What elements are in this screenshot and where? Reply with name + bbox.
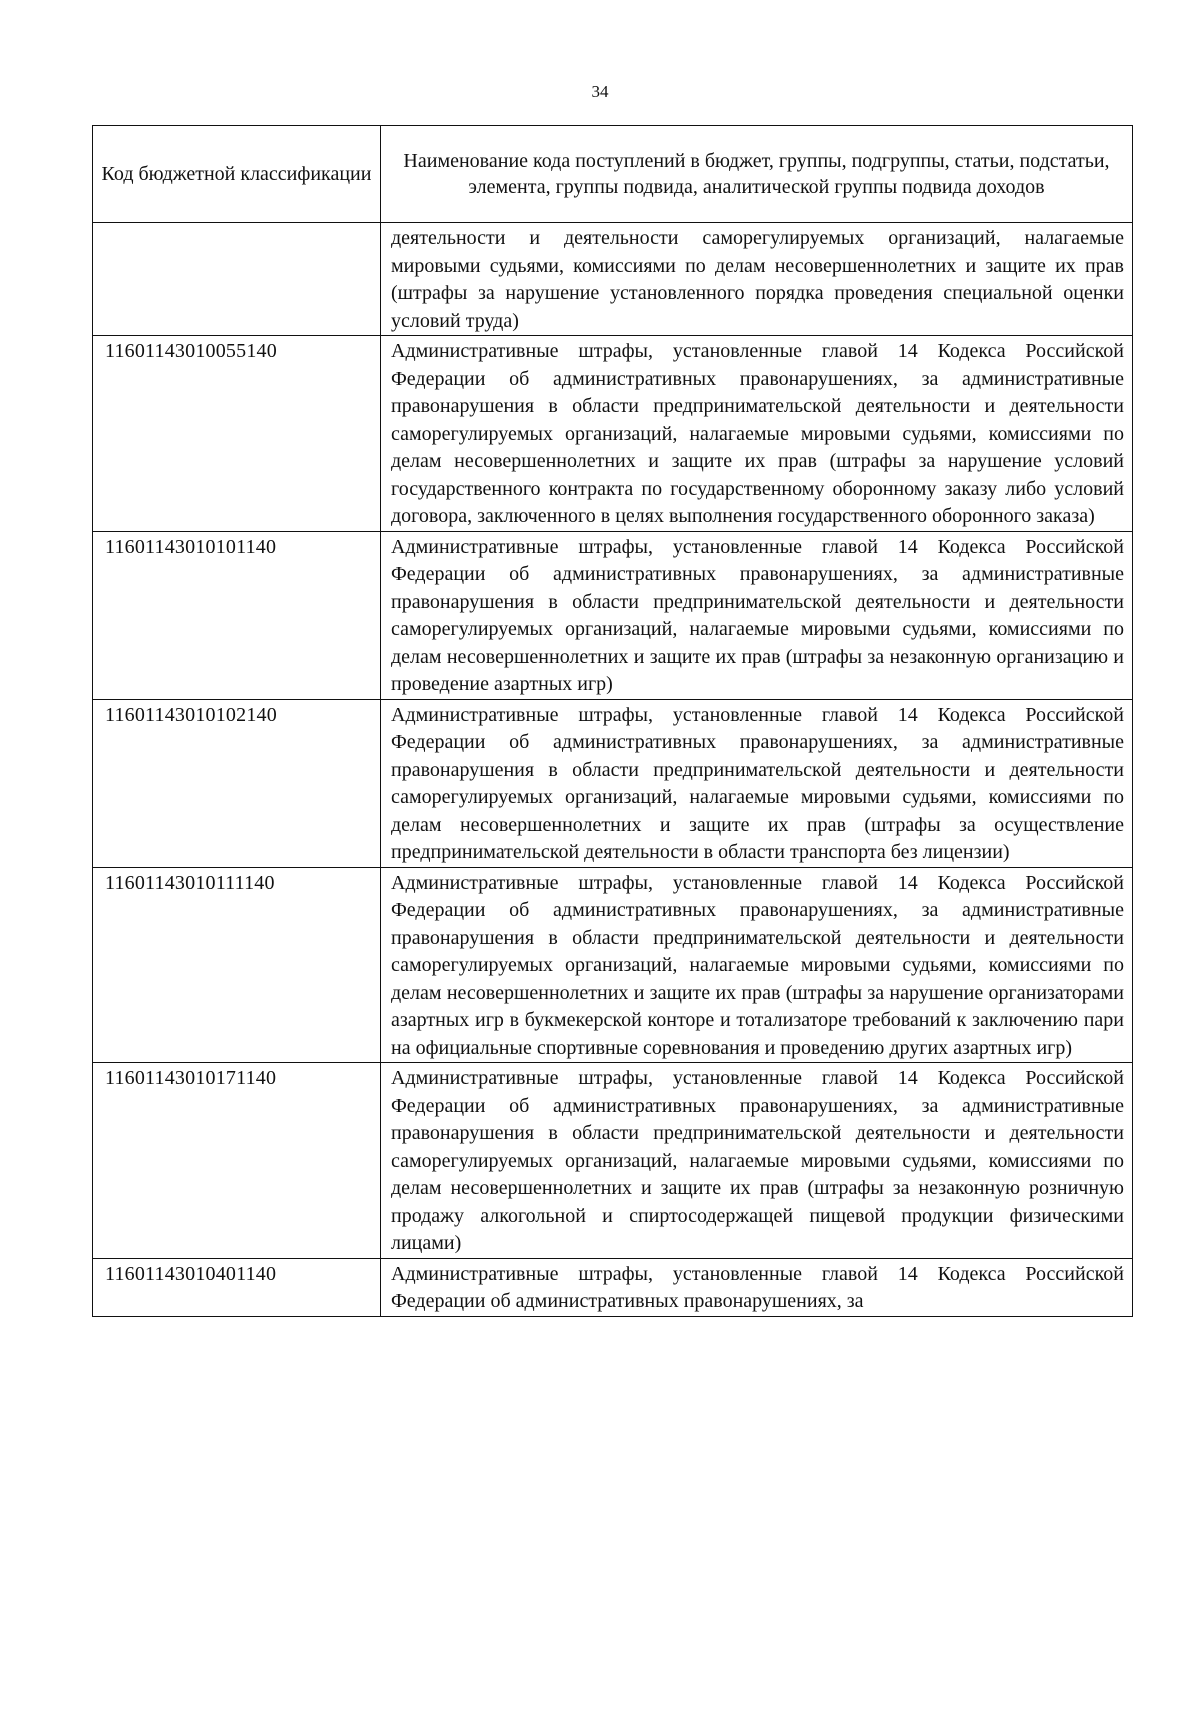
page-number: 34 bbox=[591, 82, 609, 101]
table-row bbox=[93, 1258, 1133, 1316]
row-code: 11601143010401140 bbox=[93, 1258, 381, 1316]
row-code: 11601143010111140 bbox=[93, 867, 381, 1063]
row-code bbox=[93, 223, 381, 336]
table-header-row bbox=[93, 126, 1133, 223]
budget-classification-table bbox=[92, 125, 1133, 1317]
table-row bbox=[93, 699, 1133, 867]
row-code: 11601143010171140 bbox=[93, 1063, 381, 1259]
table-row bbox=[93, 336, 1133, 532]
row-name: Административные штрафы, установленные главой 14 Кодекса Российской Федерации об административных правонарушениях, за административные правонарушения в области предпринимательской деятельности и деятельности саморегулируемых организаций, налагаемые мировыми судьями, комиссиями по делам несовершеннолетних и защите их прав (штрафы за осуществление предпринимательской деятельности в области транспорта без лицензии) bbox=[381, 699, 1133, 867]
row-code: 11601143010102140 bbox=[93, 699, 381, 867]
row-name: Административные штрафы, установленные главой 14 Кодекса Российской Федерации об административных правонарушениях, за административные правонарушения в области предпринимательской деятельности и деятельности саморегулируемых организаций, налагаемые мировыми судьями, комиссиями по делам несовершеннолетних и защите их прав (штрафы за нарушение условий государственного контракта по государственному оборонному заказу либо условий договора, заключенного в целях выполнения государственного оборонного заказа) bbox=[381, 336, 1133, 532]
table-row bbox=[93, 1063, 1133, 1259]
row-name: Административные штрафы, установленные главой 14 Кодекса Российской Федерации об административных правонарушениях, за bbox=[381, 1258, 1133, 1316]
row-name: Административные штрафы, установленные главой 14 Кодекса Российской Федерации об административных правонарушениях, за административные правонарушения в области предпринимательской деятельности и деятельности саморегулируемых организаций, налагаемые мировыми судьями, комиссиями по делам несовершеннолетних и защите их прав (штрафы за незаконную розничную продажу алкогольной и спиртосодержащей пищевой продукции физическими лицами) bbox=[381, 1063, 1133, 1259]
row-name: Административные штрафы, установленные главой 14 Кодекса Российской Федерации об административных правонарушениях, за административные правонарушения в области предпринимательской деятельности и деятельности саморегулируемых организаций, налагаемые мировыми судьями, комиссиями по делам несовершеннолетних и защите их прав (штрафы за нарушение организаторами азартных игр в букмекерской конторе и тотализаторе требований к заключению пари на официальные спортивные соревнования и проведению других азартных игр) bbox=[381, 867, 1133, 1063]
header-code: Код бюджетной классификации bbox=[93, 126, 381, 223]
table-row bbox=[93, 223, 1133, 336]
row-code: 11601143010055140 bbox=[93, 336, 381, 532]
table-row bbox=[93, 531, 1133, 699]
header-name: Наименование кода поступлений в бюджет, группы, подгруппы, статьи, подстатьи, элемента, группы подвида, аналитической группы подвида доходов bbox=[381, 126, 1133, 223]
row-name: деятельности и деятельности саморегулируемых организаций, налагаемые мировыми судьями, комиссиями по делам несовершеннолетних и защите их прав (штрафы за нарушение установленного порядка проведения специальной оценки условий труда) bbox=[381, 223, 1133, 336]
row-code: 11601143010101140 bbox=[93, 531, 381, 699]
row-name: Административные штрафы, установленные главой 14 Кодекса Российской Федерации об административных правонарушениях, за административные правонарушения в области предпринимательской деятельности и деятельности саморегулируемых организаций, налагаемые мировыми судьями, комиссиями по делам несовершеннолетних и защите их прав (штрафы за незаконную организацию и проведение азартных игр) bbox=[381, 531, 1133, 699]
table-row bbox=[93, 867, 1133, 1063]
